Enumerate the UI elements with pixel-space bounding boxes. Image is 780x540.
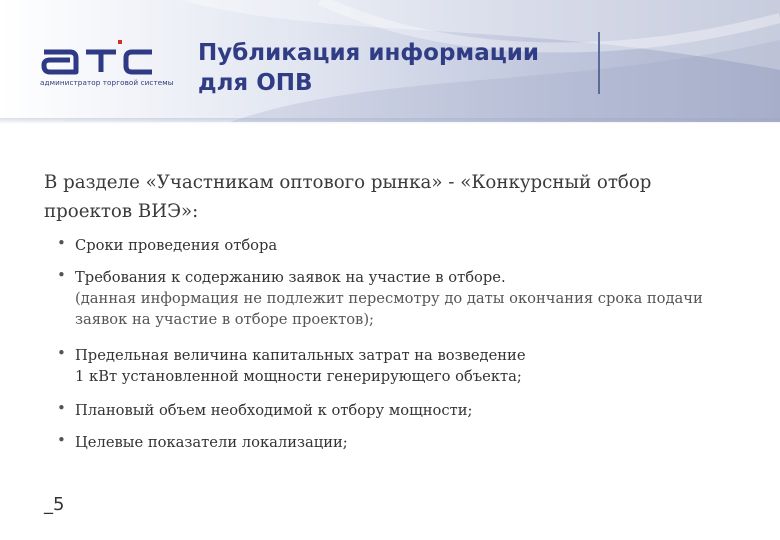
bullet-marker: • <box>57 344 66 362</box>
bullet-text-line1: Требования к содержанию заявок на участие в отборе. <box>75 269 506 286</box>
bullet-text: Плановый объем необходимой к отбору мощности; <box>75 402 473 419</box>
bullet-marker: • <box>57 431 66 449</box>
page-title <box>198 38 539 98</box>
page-number: _5 <box>44 494 65 515</box>
bullet-marker: • <box>57 266 66 284</box>
logo-caption: администратор торговой системы <box>40 78 174 87</box>
bullet-text <box>75 345 526 387</box>
intro-line2: проектов ВИЭ»: <box>44 201 199 222</box>
bullet-marker: • <box>57 399 66 417</box>
bullet-note-line2: заявок на участие в отборе проектов); <box>75 311 374 328</box>
page-title-line1: Публикация информации <box>198 40 540 66</box>
intro-paragraph <box>44 168 764 226</box>
page-title-line2: для ОПВ <box>198 70 313 96</box>
bullet-marker: • <box>57 234 66 252</box>
bullet-note-line1: (данная информация не подлежит пересмотру до даты окончания срока подачи <box>75 290 703 307</box>
intro-line1: В разделе «Участникам оптового рынка» - «Конкурсный отбор <box>44 172 652 193</box>
header-divider <box>598 32 600 94</box>
header-shadow <box>0 118 780 124</box>
header-banner <box>0 0 780 122</box>
bullet-text <box>75 267 703 330</box>
bullet-text: Целевые показатели локализации; <box>75 434 348 451</box>
bullet-text-line2: 1 кВт установленной мощности генерирующего объекта; <box>75 368 522 385</box>
bullet-text: Сроки проведения отбора <box>75 237 278 254</box>
slide-content <box>44 168 764 451</box>
bullet-text-line1: Предельная величина капитальных затрат на возведение <box>75 347 526 364</box>
